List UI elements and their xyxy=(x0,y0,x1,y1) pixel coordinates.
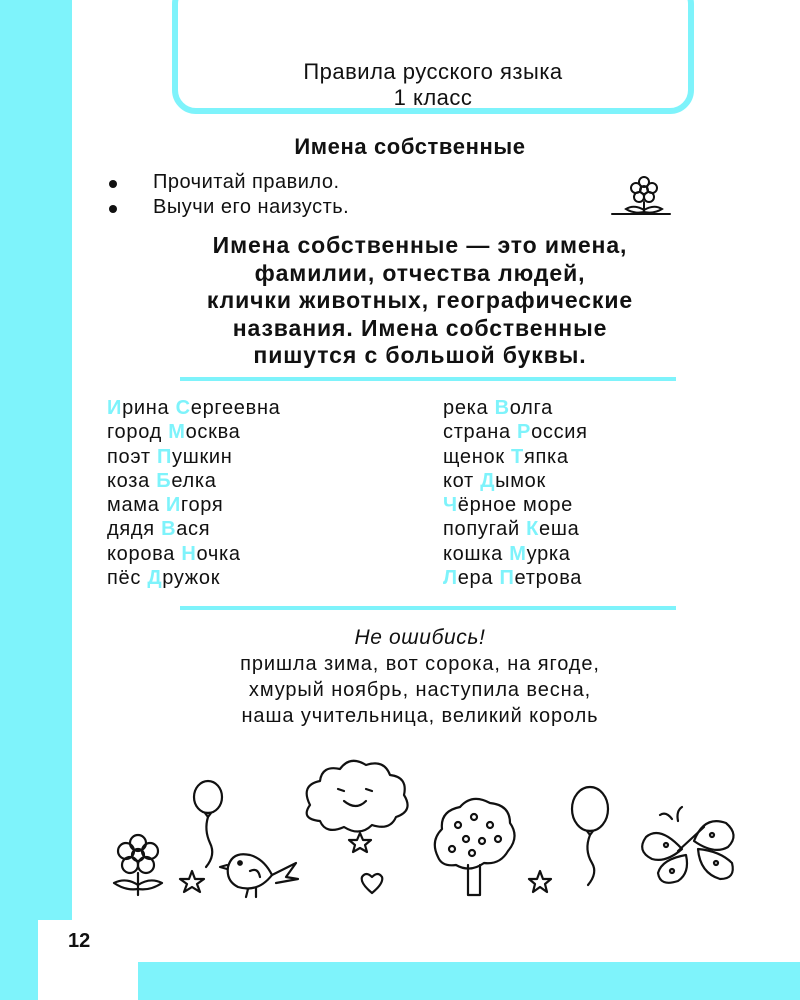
example-row xyxy=(107,542,281,566)
tree-icon xyxy=(435,799,515,895)
example-text: кошка xyxy=(443,542,510,565)
examples-right-column xyxy=(443,396,588,590)
balloon-icon xyxy=(194,781,222,867)
book-title: Правила русского языка xyxy=(303,59,563,84)
capital-letter: Н xyxy=(181,542,197,565)
warning-line: хмурый ноябрь, наступила весна, xyxy=(248,679,592,701)
example-text: ася xyxy=(176,518,211,541)
warning-line: наша учительница, великий король xyxy=(241,705,599,727)
flower-icon xyxy=(114,835,162,895)
example-text: пёс xyxy=(107,567,148,590)
balloon-icon xyxy=(572,787,608,885)
example-text: рина xyxy=(122,397,176,419)
example-text: ружок xyxy=(162,567,221,590)
star-icon xyxy=(349,833,371,852)
example-text: город xyxy=(107,421,169,444)
capital-letter: Л xyxy=(443,567,458,590)
example-text: ера xyxy=(457,567,500,590)
doodles-illustration xyxy=(100,755,760,905)
rule-text xyxy=(100,232,740,370)
example-text: ергеевна xyxy=(190,397,281,419)
example-row xyxy=(443,445,588,469)
rule-line: названия. Имена собственные xyxy=(232,314,608,341)
capital-letter: П xyxy=(499,567,515,590)
example-text: еша xyxy=(539,518,580,541)
example-text: ушкин xyxy=(172,445,233,468)
example-row xyxy=(443,469,588,493)
capital-letter: М xyxy=(168,421,186,444)
example-row xyxy=(107,469,281,493)
instruction-item: Прочитай правило. xyxy=(107,170,527,195)
example-row xyxy=(443,420,588,444)
example-text: поэт xyxy=(107,445,157,468)
heart-icon xyxy=(362,874,383,893)
page-number: 12 xyxy=(68,930,91,952)
rule-line: Имена собственные — это имена, xyxy=(212,232,628,258)
example-text: кот xyxy=(443,469,481,492)
examples-left-column xyxy=(107,396,281,590)
example-row xyxy=(107,493,281,517)
example-text: елка xyxy=(171,469,217,492)
example-text: корова xyxy=(107,542,182,565)
capital-letter: П xyxy=(156,445,173,468)
example-text: страна xyxy=(443,421,518,444)
example-text: япка xyxy=(523,445,569,468)
capital-letter: С xyxy=(175,397,191,419)
rule-line: пишутся с большой буквы. xyxy=(253,342,587,368)
example-row xyxy=(443,396,588,420)
capital-letter: Д xyxy=(480,469,496,492)
butterfly-icon xyxy=(642,807,733,883)
capital-letter: К xyxy=(526,518,540,541)
book-header xyxy=(172,0,694,114)
capital-letter: Ч xyxy=(443,494,458,517)
divider-bottom xyxy=(180,606,676,610)
example-row xyxy=(443,517,588,541)
example-row xyxy=(443,566,588,590)
example-row xyxy=(107,517,281,541)
divider-top xyxy=(180,377,676,381)
example-text: урка xyxy=(526,542,571,565)
cloud-icon xyxy=(307,761,408,832)
example-text: оссия xyxy=(531,421,588,444)
example-text: мама xyxy=(107,494,166,517)
instruction-item: Выучи его наизусть. xyxy=(107,195,527,220)
bird-icon xyxy=(220,854,298,897)
capital-letter: Д xyxy=(147,567,163,590)
instructions-list xyxy=(107,170,527,220)
capital-letter: В xyxy=(161,518,177,541)
example-text: ёрное море xyxy=(457,494,573,517)
example-row xyxy=(443,493,588,517)
capital-letter: М xyxy=(509,542,527,565)
example-text: осква xyxy=(185,421,241,444)
capital-letter: Т xyxy=(511,445,524,468)
example-text: горя xyxy=(180,494,224,517)
example-row xyxy=(107,396,281,420)
book-grade: 1 класс xyxy=(393,85,473,110)
star-icon xyxy=(180,871,204,892)
capital-letter: Б xyxy=(156,469,172,492)
example-row xyxy=(107,566,281,590)
example-row xyxy=(443,542,588,566)
capital-letter: В xyxy=(494,397,510,419)
example-text: щенок xyxy=(443,445,512,468)
flower-icon xyxy=(604,176,674,218)
example-text: очка xyxy=(196,542,241,565)
rule-line: клички животных, географические xyxy=(206,287,634,313)
example-row xyxy=(107,445,281,469)
rule-line: фамилии, отчества людей, xyxy=(254,259,586,286)
capital-letter: И xyxy=(165,494,181,517)
section-title: Имена собственные xyxy=(294,134,526,159)
example-text: коза xyxy=(107,469,157,492)
example-text: река xyxy=(443,397,495,419)
warning-line: пришла зима, вот сорока, на ягоде, xyxy=(240,653,600,675)
warning-heading: Не ошибись! xyxy=(354,626,486,649)
example-text: етрова xyxy=(514,567,583,590)
star-icon xyxy=(529,871,551,892)
capital-letter: И xyxy=(107,397,123,419)
example-text: дядя xyxy=(107,518,162,541)
example-text: ымок xyxy=(495,469,546,492)
example-row xyxy=(107,420,281,444)
example-text: олга xyxy=(509,397,553,419)
warning-block xyxy=(100,625,740,729)
example-text: попугай xyxy=(443,518,527,541)
capital-letter: Р xyxy=(517,421,532,444)
